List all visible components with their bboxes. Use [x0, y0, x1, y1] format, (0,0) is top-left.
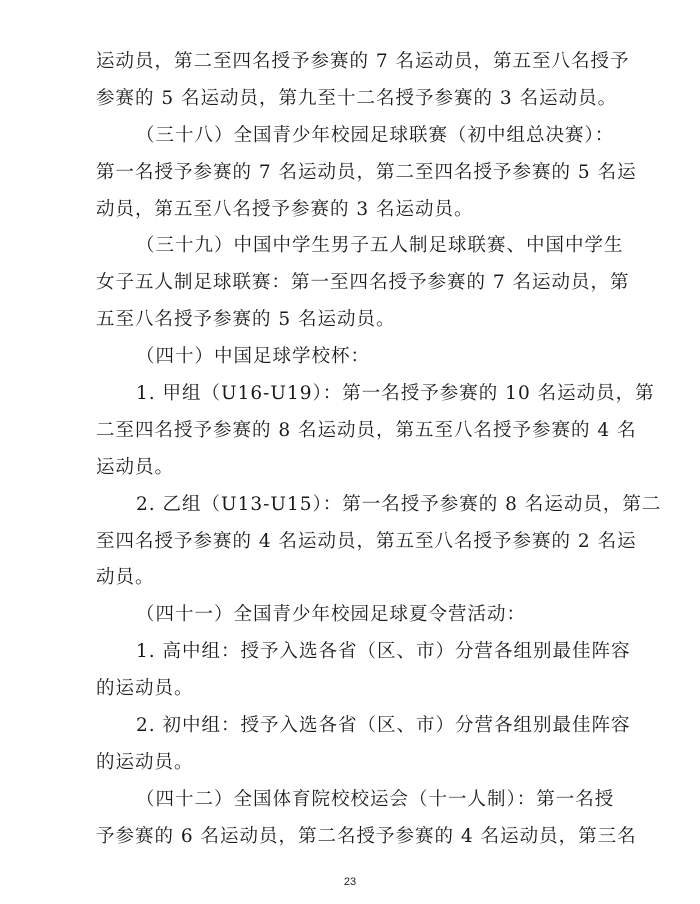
text-line: 二至四名授予参赛的 8 名运动员，第五至八名授予参赛的 4 名 — [96, 419, 637, 441]
text-line: 参赛的 5 名运动员，第九至十二名授予参赛的 3 名运动员。 — [96, 87, 618, 109]
text-line: 的运动员。 — [96, 751, 194, 773]
text-line: 动员。 — [96, 567, 155, 589]
text-line: 予参赛的 6 名运动员，第二名授予参赛的 4 名运动员，第三名 — [96, 825, 637, 847]
text-line: （四十）中国足球学校杯： — [136, 346, 371, 368]
text-line: （四十一）全国青少年校园足球夏令营活动： — [136, 604, 527, 626]
text-line: 女子五人制足球联赛：第一至四名授予参赛的 7 名运动员，第 — [96, 272, 630, 294]
text-line: 2. 乙组（U13-U15）：第一名授予参赛的 8 名运动员，第二 — [136, 493, 662, 515]
text-line: （三十九）中国中学生男子五人制足球联赛、中国中学生 — [136, 235, 624, 257]
text-line: 2. 初中组：授予入选各省（区、市）分营各组别最佳阵容 — [136, 715, 631, 737]
text-line: 运动员。 — [96, 456, 175, 478]
text-line: 至四名授予参赛的 4 名运动员，第五至八名授予参赛的 2 名运 — [96, 530, 637, 552]
text-line: 1. 甲组（U16-U19）：第一名授予参赛的 10 名运动员，第 — [136, 383, 655, 405]
page-number: 23 — [343, 876, 357, 888]
text-line: 动员，第五至八名授予参赛的 3 名运动员。 — [96, 198, 474, 220]
text-line: （三十八）全国青少年校园足球联赛（初中组总决赛）： — [136, 124, 615, 146]
text-line: （四十二）全国体育院校校运会（十一人制）：第一名授 — [136, 788, 615, 810]
text-line: 1. 高中组：授予入选各省（区、市）分营各组别最佳阵容 — [136, 641, 631, 663]
document-body — [96, 44, 662, 856]
text-line: 的运动员。 — [96, 678, 194, 700]
text-line: 第一名授予参赛的 7 名运动员，第二至四名授予参赛的 5 名运 — [96, 161, 637, 183]
text-line: 运动员，第二至四名授予参赛的 7 名运动员，第五至八名授予 — [96, 51, 630, 72]
text-line: 五至八名授予参赛的 5 名运动员。 — [96, 309, 396, 331]
